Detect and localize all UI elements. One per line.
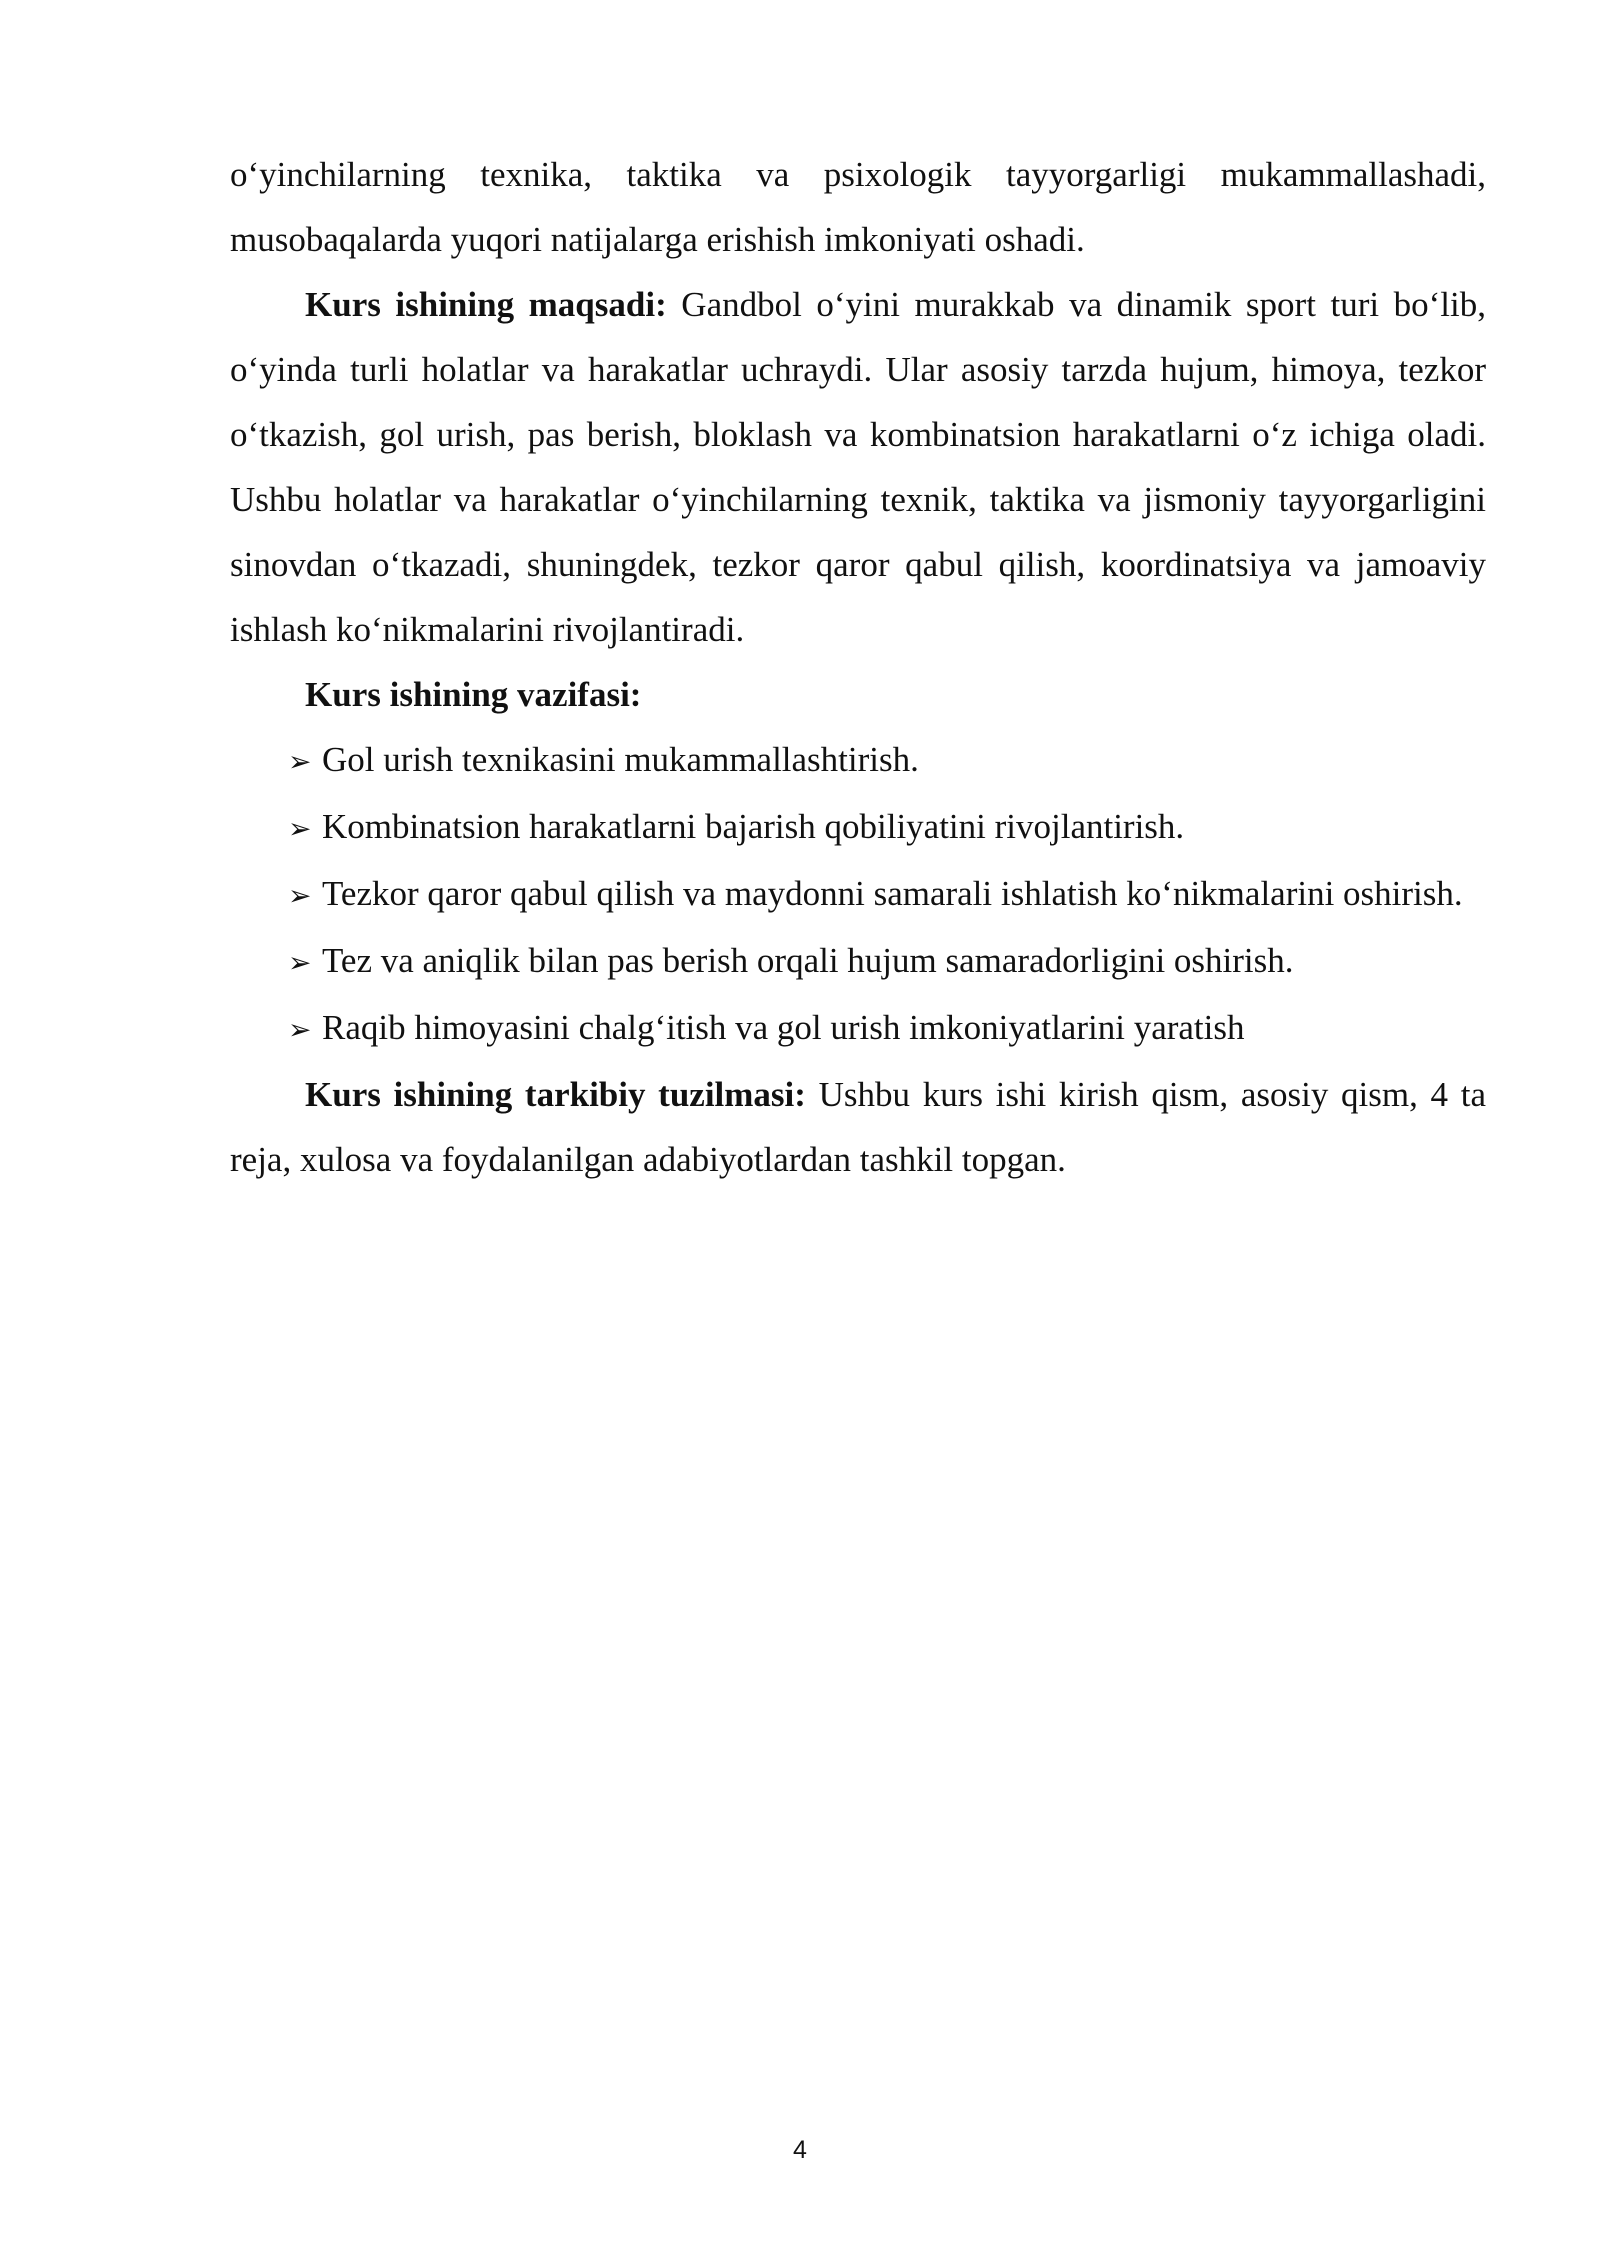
structure-text: Ushbu kurs ishi kirish qism, asosiy qism, 4 ta reja, xulosa va foydalanilgan adabiyotlardan tashkil topgan. [230,1075,1486,1179]
arrow-bullet-icon: ➢ [288,812,312,845]
tasks-label: Kurs ishining vazifasi: [305,675,642,714]
task-item [230,727,1486,794]
arrow-bullet-icon: ➢ [288,745,312,778]
page-content [230,142,1486,1192]
goal-label: Kurs ishining maqsadi: [305,285,667,324]
intro-paragraph: o‘yinchilarning texnika, taktika va psixologik tayyorgarligi mukammallashadi, musobaqalarda yuqori natijalarga erishish imkoniyati oshadi. [230,155,1486,259]
task-item-text: Gol urish texnikasini mukammallashtirish. [322,740,919,779]
goal-paragraph [230,272,1486,662]
structure-paragraph [230,1062,1486,1192]
task-item [230,794,1486,861]
task-item-text: Tezkor qaror qabul qilish va maydonni samarali ishlatish ko‘nikmalarini oshirish. [322,874,1463,913]
task-item [230,995,1486,1062]
arrow-bullet-icon: ➢ [288,879,312,912]
task-item [230,861,1486,928]
task-item [230,928,1486,995]
page-number: 4 [793,2136,807,2164]
task-item-text: Kombinatsion harakatlarni bajarish qobiliyatini rivojlantirish. [322,807,1185,846]
arrow-bullet-icon: ➢ [288,1013,312,1046]
task-item-text: Tez va aniqlik bilan pas berish orqali hujum samaradorligini oshirish. [322,941,1294,980]
arrow-bullet-icon: ➢ [288,946,312,979]
tasks-heading [230,662,1486,727]
task-item-text: Raqib himoyasini chalg‘itish va gol urish imkoniyatlarini yaratish [322,1008,1245,1047]
structure-label: Kurs ishining tarkibiy tuzilmasi: [305,1075,806,1114]
goal-text: Gandbol o‘yini murakkab va dinamik sport turi bo‘lib, o‘yinda turli holatlar va harakatlar uchraydi. Ular asosiy tarzda hujum, himoya, tezkor o‘tkazish, gol urish, pas berish, bloklash va kombinatsion harakatlarni o‘z ichiga oladi. Ushbu holatlar va harakatlar o‘yinchilarning texnik, taktika va jismoniy tayyorgarligini sinovdan o‘tkazadi, shuningdek, tezkor qaror qabul qilish, koordinatsiya va jamoaviy ishlash ko‘nikmalarini rivojlantiradi. [230,285,1486,649]
